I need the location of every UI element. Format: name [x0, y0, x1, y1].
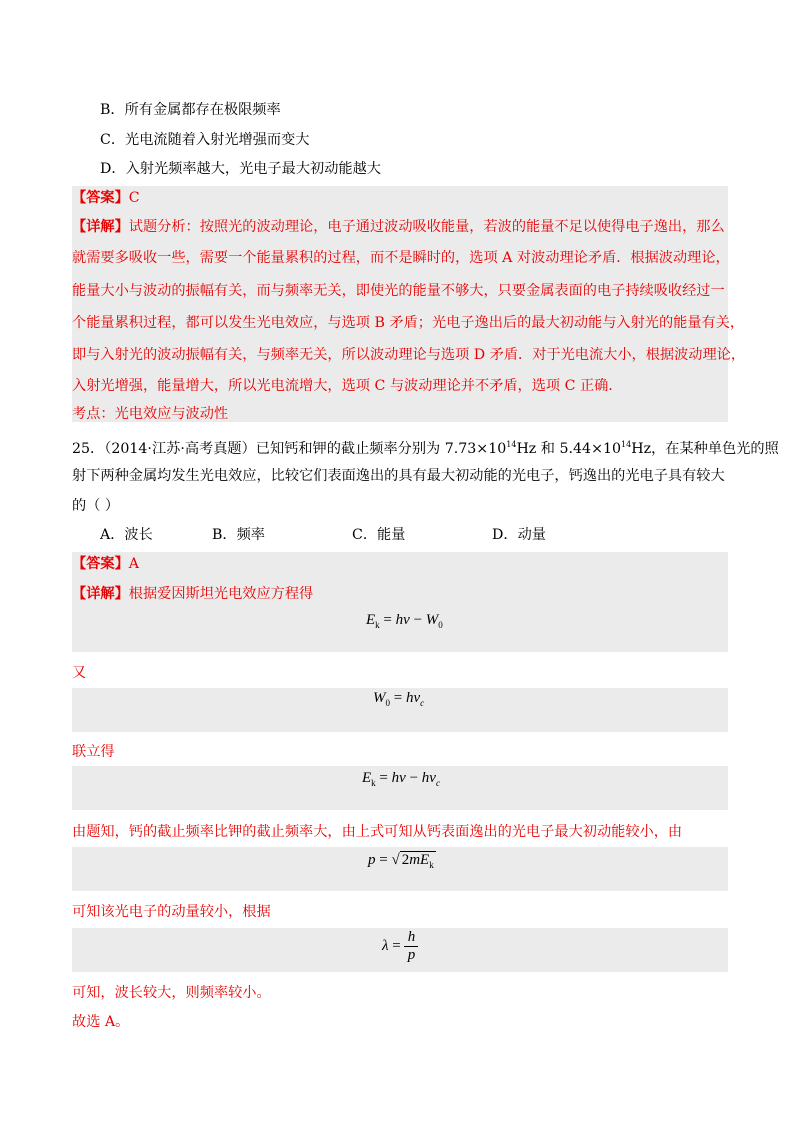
formula-3-nu2: ν	[429, 770, 436, 786]
formula-3-nu: ν	[399, 770, 406, 786]
formula-3-minus: −	[405, 770, 422, 786]
q24-detail-line-5: 即与入射光的波动振幅有关，与频率无关，所以波动理论与选项 D 矛盾．对于光电流大小，根据波动理论，	[72, 347, 746, 363]
formula-1-nu: ν	[403, 612, 410, 628]
q25-detail-intro: 根据爱因斯坦光电效应方程得	[128, 586, 314, 602]
formula-5-numerator: h	[407, 929, 416, 945]
formula-1-zero: 0	[438, 620, 443, 630]
formula-3-h: h	[391, 770, 400, 786]
q24-detail-tag: 【详解】	[72, 219, 129, 235]
formula-5-eq: =	[388, 937, 405, 954]
q25-text-conclusion: 可知，波长较大，则频率较小。	[72, 985, 271, 1001]
q24-option-d: D．入射光频率越大，光电子最大初动能越大	[100, 161, 381, 177]
formula-5-lambda: λ	[382, 937, 389, 954]
q25-stem-1a: 25．（2014·江苏·高考真题）已知钙和钾的截止频率分别为 7.73×10	[72, 441, 507, 457]
formula-4-radical: √	[391, 852, 400, 868]
q24-answer-value: C	[128, 190, 140, 206]
formula-work-function	[373, 690, 424, 708]
q24-kaodian: 考点：光电效应与波动性	[72, 406, 229, 422]
q25-answer	[72, 554, 139, 574]
q25-answer-tag: 【答案】	[72, 556, 129, 572]
q24-detail-line-2: 就需要多吸收一些，需要一个能量累积的过程，而不是瞬时的，选项 A 对波动理论矛盾．根据波动理论，	[72, 250, 730, 266]
q25-text-you: 又	[72, 665, 87, 681]
formula-2-eq: =	[390, 690, 406, 706]
formula-combined	[362, 770, 440, 788]
q25-detail-line	[72, 584, 313, 604]
formula-4-two: 2	[401, 852, 410, 868]
formula-einstein	[366, 612, 443, 630]
q24-detail-line-3: 能量大小与波动的振幅有关，而与频率无关，即使光的能量不够大，只要金属表面的电子持续吸收经过一	[72, 283, 725, 299]
formula-4-k: k	[429, 860, 434, 870]
formula-2-c: c	[420, 698, 425, 708]
formula-2-W: W	[373, 690, 386, 706]
q25-option-c: C．能量	[352, 527, 406, 543]
formula-1-eq: =	[379, 612, 396, 628]
q24-answer	[72, 188, 140, 208]
formula-3-h2: h	[421, 770, 430, 786]
q25-text-lianli: 联立得	[72, 744, 115, 760]
q25-stem-line-1	[72, 435, 779, 459]
q24-option-b: B．所有金属都存在极限频率	[100, 102, 281, 118]
q25-detail-tag: 【详解】	[72, 586, 129, 602]
formula-momentum	[368, 851, 436, 870]
q25-stem-1b: Hz 和 5.44×10	[516, 441, 622, 457]
q24-detail-line-6: 入射光增强，能量增大，所以光电流增大，选项 C 与波动理论并不矛盾，选项 C 正确．	[72, 378, 623, 394]
q25-exp-2: 14	[621, 440, 632, 449]
formula-1-W: W	[425, 612, 439, 628]
formula-4-p: p	[368, 852, 376, 868]
formula-2-nu: ν	[413, 690, 421, 706]
formula-1-E: E	[366, 612, 376, 628]
q25-stem-line-3: 的（ ）	[72, 498, 120, 514]
formula-3-eq: =	[375, 770, 392, 786]
formula-5-denominator: p	[407, 947, 416, 963]
formula-3-k: k	[371, 778, 376, 788]
formula-4-E: E	[420, 852, 430, 868]
formula-3-c: c	[435, 778, 440, 788]
q24-detail-line-1	[72, 217, 725, 237]
formula-4-radicand	[400, 851, 436, 870]
formula-2-zero: 0	[385, 698, 390, 708]
formula-2-h: h	[405, 690, 414, 706]
q25-option-d: D．动量	[492, 527, 546, 543]
q25-text-kezhi: 可知该光电子的动量较小，根据	[72, 904, 271, 920]
q24-option-c: C．光电流随着入射光增强而变大	[100, 132, 310, 148]
formula-wavelength	[382, 929, 418, 964]
formula-5-fraction	[404, 929, 418, 964]
q24-detail-text-1: 试题分析：按照光的波动理论，电子通过波动吸收能量，若波的能量不足以使得电子逸出，那么	[128, 219, 725, 235]
q25-text-youtizhi: 由题知，钙的截止频率比钾的截止频率大，由上式可知从钙表面逸出的光电子最大初动能较小，由	[72, 824, 683, 840]
q25-answer-value: A	[128, 556, 140, 572]
q25-option-b: B．频率	[212, 527, 265, 543]
formula-4-eq: =	[375, 852, 392, 868]
q25-exp-1: 14	[506, 440, 517, 449]
formula-3-E: E	[362, 770, 372, 786]
formula-1-k: k	[375, 620, 380, 630]
formula-4-m: m	[409, 852, 421, 868]
q25-text-guxuan: 故选 A。	[72, 1014, 130, 1030]
q25-option-a: A．波长	[100, 527, 153, 543]
q24-answer-tag: 【答案】	[72, 190, 129, 206]
q25-stem-1c: Hz，在某种单色光的照	[631, 441, 779, 457]
formula-1-minus: −	[409, 612, 426, 628]
q25-stem-line-2: 射下两种金属均发生光电效应，比较它们表面逸出的具有最大初动能的光电子，钙逸出的光电子具有较大	[72, 468, 725, 484]
formula-1-h: h	[395, 612, 404, 628]
q24-detail-line-4: 个能量累积过程，都可以发生光电效应，与选项 B 矛盾；光电子逸出后的最大初动能与入射光的能量有关，	[72, 315, 745, 331]
